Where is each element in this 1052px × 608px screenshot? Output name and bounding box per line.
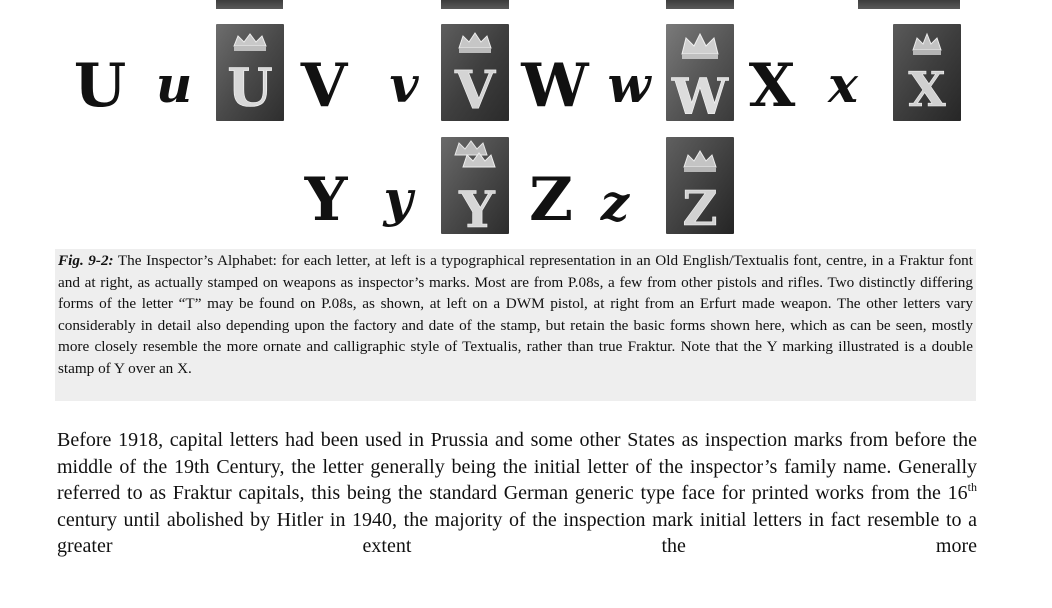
stamp-letter-w: W <box>671 67 729 121</box>
letter-x-fraktur: x <box>828 55 858 114</box>
figure-label: Fig. 9-2: <box>58 252 114 269</box>
body-text-part1: Before 1918, capital letters had been used in Prussia and some other States as inspection marks from before the middle of the 19th Century, the letter generally being the initial letter of the inspector’s family name. Generally referred to as Fraktur capitals, this being the standard German generic type face for printed works from the 16 <box>57 429 977 505</box>
letter-v-fraktur: v <box>389 55 419 114</box>
letter-w-textualis: W <box>521 51 587 121</box>
stamp-letter-x: X <box>908 62 946 118</box>
letter-v-textualis: V <box>300 51 346 121</box>
cropped-stamp-top-4 <box>858 0 960 9</box>
stamp-image-y <box>441 137 509 234</box>
stamp-letter-z: Z <box>682 181 718 234</box>
letter-y-fraktur: y <box>383 169 413 228</box>
stamp-image-z <box>666 137 734 234</box>
letter-z-textualis: Z <box>529 165 571 235</box>
cropped-stamp-top-3 <box>666 0 734 9</box>
letter-u-textualis: U <box>73 51 125 121</box>
stamp-image-w <box>666 24 734 121</box>
caption-text: The Inspector’s Alphabet: for each letter, at left is a typographical representation in an Old English/Textualis font, centre, in a Fraktur font and at right, as actually stamped on weapons as inspector’s marks. Most are from P.08s, a few from other pistols and rifles. Two distinctly differing forms of the letter “T” may be found on P.08s, as shown, at left on a DWM pistol, at right from an Erfurt made weapon. The other letters vary considerably in detail also depending upon the factory and date of the stamp, but retain the basic forms shown here, which as can be seen, mostly more closely resemble the more ornate and calligraphic style of Textualis, rather than true Fraktur. Note that the Y marking illustrated is a double stamp of Y over an X. <box>58 252 973 377</box>
letter-w-fraktur: w <box>607 55 651 114</box>
stamp-letter-y: Y <box>459 180 495 234</box>
cropped-stamp-top-1 <box>216 0 283 9</box>
body-paragraph <box>57 427 977 560</box>
stamp-image-x <box>893 24 961 121</box>
stamp-image-v <box>441 24 509 121</box>
body-text-part2: century until abolished by Hitler in 1940, the majority of the inspection mark initial letters in fact resemble to a greater extent the more <box>57 508 977 558</box>
letter-x-textualis: X <box>748 51 794 121</box>
cropped-stamp-top-2 <box>441 0 509 9</box>
letter-z-fraktur: z <box>600 173 630 232</box>
letter-y-textualis: Y <box>304 165 346 235</box>
stamp-letter-v: V <box>454 60 496 121</box>
body-text-superscript: th <box>967 480 977 495</box>
figure-caption <box>55 249 976 401</box>
stamp-image-u <box>216 24 284 121</box>
stamp-letter-u: U <box>227 58 273 119</box>
letter-u-fraktur: u <box>155 55 193 114</box>
